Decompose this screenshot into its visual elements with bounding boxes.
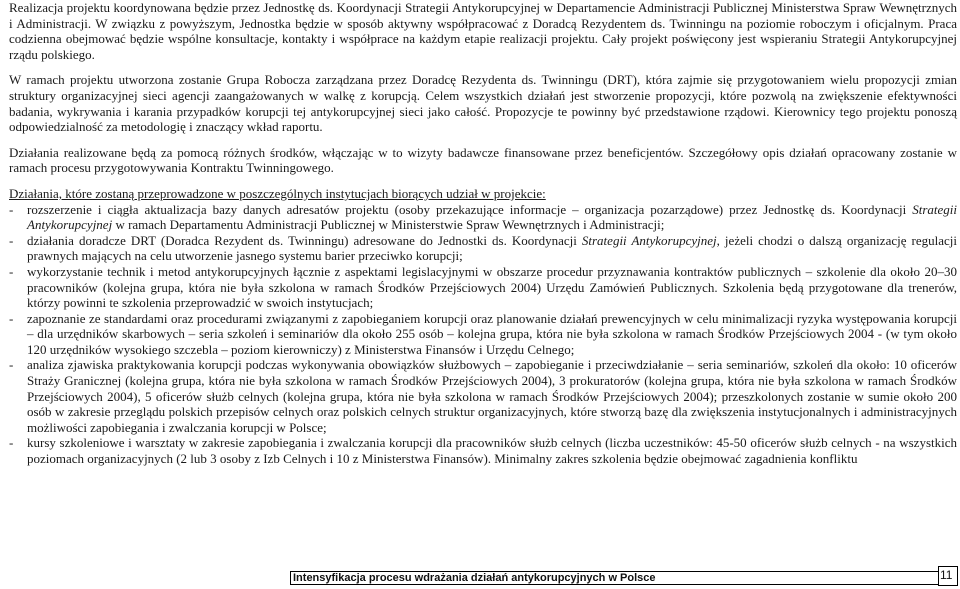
paragraph-working-group: W ramach projektu utworzona zostanie Grupa Robocza zarządzana przez Doradcę Rezydenta ds. Twinningu (DRT), która zajmie się przygotowaniem wielu propozycji zmian struktury organizacyjnej sieci agencji zaangażowanych w walkę z korupcją. Celem wszystkich działań jest stworzenie propozycji, które pozwolą na zwiększenie efektywności badania, wykrywania i karania przypadków korupcji tej antykorupcyjnej sieci jako całość. Propozycje te powinny być przedstawione rządowi. Kierownicy tego projektu ponoszą odpowiedzialność za metodologię i znaczący wkład raportu. bbox=[9, 72, 957, 135]
page-number: 11 bbox=[940, 568, 953, 582]
list-item-emphasis: Strategii Antykorupcyjnej bbox=[27, 201, 957, 233]
list-item-text: w ramach Departamentu Administracji Publicznej w Ministerstwie Spraw Wewnętrznych i Administracji; bbox=[112, 217, 665, 233]
document-body bbox=[9, 0, 957, 467]
paragraph-activities: Działania realizowane będą za pomocą różnych środków, włączając w to wizyty badawcze finansowane przez beneficjentów. Szczegółowy opis działań opracowany zostanie w ramach procesu przygotowywania Kontraktu Twinningowego. bbox=[9, 144, 957, 176]
paragraph-coordination: Realizacja projektu koordynowana będzie przez Jednostkę ds. Koordynacji Strategii Antykorupcyjnej w Departamencie Administracji Publicznej Ministerstwa Spraw Wewnętrznych i Administracji. W związku z powyższym, Jednostka będzie w sposób aktywny współpracować z Doradcą Rezydentem ds. Twinningu na poziomie roboczym i oficjalnym. Praca codzienna obejmować będzie wspólne konsultacje, kontakty i współprace na każdym etapie realizacji projektu. Cały projekt poświęcony jest wspieraniu Strategii Antykorupcyjnej rządu polskiego. bbox=[9, 0, 957, 62]
list-item: - zapoznanie ze standardami oraz procedurami związanymi z zapobieganiem korupcji oraz planowanie działań prewencyjnych w celu minimalizacji ryzyka występowania korupcji – dla urzędników skarbowych – seria szkoleń i seminariów dla około 255 osób – kolejna grupa, która nie była szkolona w ramach Środków Przejściowych 2004 - (w tym około 120 urzędników wysokiego szczebla – poziom kierowniczy) z Ministerstwa Finansów i Urzędu Celnego; bbox=[9, 311, 957, 358]
footer-title: Intensyfikacja procesu wdrażania działań antykorupcyjnych w Polsce bbox=[293, 572, 656, 584]
list-item: - wykorzystanie technik i metod antykorupcyjnych łącznie z aspektami legislacyjnymi w obszarze procedur przyznawania kontraktów publicznych – szkolenie dla około 20–30 pracowników (kolejna grupa, która nie była szkolona w ramach Środków Przejściowych 2004) Urzędu Zamówień Publicznych. Szkolenia będą przygotowane dla trenerów, którzy powinni te szkolenia przeprowadzić w swoich instytucjach; bbox=[9, 264, 957, 311]
list-item-text: rozszerzenie i ciągła aktualizacja bazy danych adresatów projektu (osoby przekazujące informacje – organizacja pozarządowe) przez Jednostkę ds. Koordynacji bbox=[27, 201, 913, 217]
list-item-emphasis: Strategii Antykorupcyjnej bbox=[581, 232, 717, 248]
list-item-text: działania doradcze DRT (Doradca Rezydent ds. Twinningu) adresowane do Jednostki ds. Koordynacji bbox=[27, 232, 582, 248]
list-item bbox=[9, 202, 957, 233]
activities-list bbox=[9, 202, 957, 467]
list-item-text: , jeżeli chodzi o dalszą organizację regulacji prawnych mających na celu utworzenie jasnego systemu barier przeciwko korupcji; bbox=[27, 232, 957, 264]
list-item: - kursy szkoleniowe i warsztaty w zakresie zapobiegania i zwalczania korupcji dla pracowników służb celnych (liczba uczestników: 45-50 oficerów służb celnych - na wszystkich poziomach organizacyjnych (2 lub 3 osoby z Izb Celnych i 10 z Ministerstwa Finansów). Minimalny zakres szkolenia będzie obejmować zagadnienia konfliktu bbox=[9, 435, 957, 466]
list-item: - analiza zjawiska praktykowania korupcji podczas wykonywania obowiązków służbowych – zapobieganie i przeciwdziałanie – seria seminariów, szkoleń dla około: 10 oficerów Straży Granicznej (kolejna grupa, która nie była szkolona w ramach Środków Przejściowych 2004), 3 prokuratorów (kolejna grupa, która nie była szkolona w ramach Środków Przejściowych 2004), 5 oficerów służb celnych (kolejna grupa, która nie była szkolona w ramach Środków Przejściowych 2004); przeszkolonych zostanie w sumie około 200 osób w zakresie przeglądu polskich przepisów celnych oraz polskich celnych struktur organizacyjnych, które stworzą bazę dla zwiększenia instytucjonalnych i administracyjnych możliwości zapobiegania i zwalczania korupcji w Polsce; bbox=[9, 357, 957, 435]
list-heading: Działania, które zostaną przeprowadzone w poszczególnych instytucjach biorących udział w projekcie: bbox=[9, 185, 546, 201]
list-item bbox=[9, 233, 957, 264]
